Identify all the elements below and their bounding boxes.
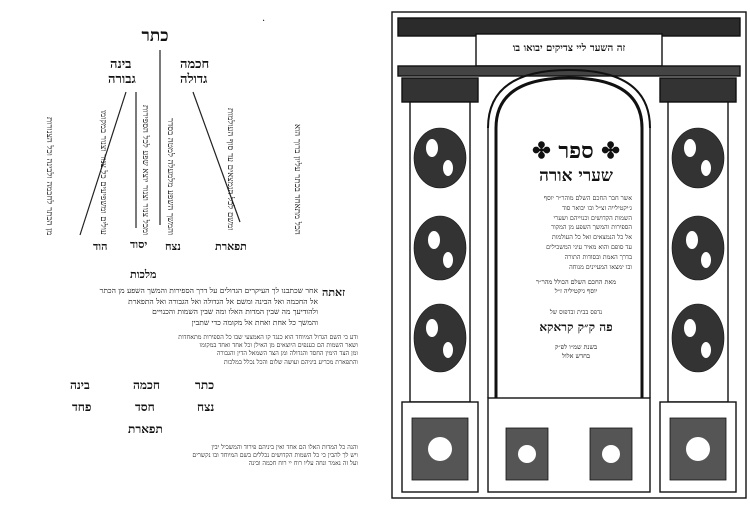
vertical-text-1: מן הכתר לחכמה ולבינה וכל הצנורות bbox=[44, 116, 54, 235]
printed-sub: פה bbox=[599, 320, 613, 335]
printed-line: נדפס בבית ובדפוס של bbox=[549, 309, 603, 317]
grid-label: חסד bbox=[135, 400, 155, 414]
flower-ornament-icon: ✤ bbox=[601, 138, 620, 164]
author-block bbox=[516, 278, 636, 296]
sefirah-yesod: יסוד bbox=[130, 238, 148, 251]
paragraph-line: ולהודיעך מה שבין המדות האלו ומה שבין השמות והכנויים bbox=[152, 307, 318, 316]
sefirah-gevurah: גבורה bbox=[108, 72, 136, 87]
grid-label: פחד bbox=[72, 400, 92, 414]
vertical-text-5: ומשם לכל הנמצאים עד סוף העולמות bbox=[225, 107, 235, 230]
paragraph-line: והמשך כל אחת ואחת אל מקומה כדי שתבין bbox=[191, 317, 318, 327]
description-line: ובו ימצאו המעיינים מנוחה bbox=[569, 263, 632, 271]
grid-label: בינה bbox=[70, 378, 90, 392]
footer-text-block bbox=[8, 444, 358, 469]
paragraph-lead: זאתה bbox=[322, 286, 346, 299]
grid-label: נצח bbox=[197, 400, 215, 414]
sefirah-binah: בינה bbox=[110, 57, 132, 72]
footer-line: ויש לך להבין כי כל השמות הקדושים נכללים בשם המיוחד ובו נקשרים bbox=[192, 452, 358, 460]
footer-line: ועל זה נאמר ונחה עליו רוח יי רוח חכמה ובינה bbox=[248, 460, 358, 468]
description-line: ג׳יקטילייה זצ״ל ובו יבואר סוד bbox=[562, 204, 632, 212]
paragraph-line: אחר שכתבנו לך העיקרים הגדולים על דרך הספירות והמשך השפע מן הכתר bbox=[99, 286, 318, 295]
description-line: בדרך האמת ובסודות התורה bbox=[564, 253, 632, 261]
printing-block bbox=[516, 308, 636, 317]
description-line: אל כל הנמצאים ואל כל העולמות bbox=[551, 234, 632, 242]
grid-label: תפארת bbox=[128, 422, 163, 436]
book-title: שערי אורה bbox=[539, 166, 613, 186]
sefirah-hod: הוד bbox=[93, 240, 108, 253]
vertical-text-3: ומכל צנור וצנור יוצא שפע לכל הספירות bbox=[140, 104, 150, 235]
book-label bbox=[516, 138, 636, 164]
vertical-text-4: והמשך השפע מלמעלה למטה בסדר bbox=[165, 117, 175, 235]
small-line: ודע כי השם הגדול המיוחד הוא כנגד קו האמצעי שבו כל הספירות מתאחדות bbox=[178, 334, 358, 341]
year-line: בשנת שמ״ו לפ״ק bbox=[554, 343, 598, 352]
grid-label: חכמה bbox=[133, 378, 160, 392]
small-line: ומן הצד הימין החסד והגדולה ומן הצד השמאל הדין והגבורה bbox=[216, 350, 358, 358]
sefirah-gedulah: גדולה bbox=[180, 72, 208, 87]
small-line: ושאר השמות הם כענפים היוצאים מן האילן וכל אחד ואחד במקומו bbox=[199, 342, 358, 350]
sefirah-chokhmah: חכמה bbox=[180, 57, 210, 72]
description-line: הספירות והמשך השפע מן המקור bbox=[551, 224, 632, 232]
top-banner: זה השער ליי צדיקים יבואו בו bbox=[512, 43, 626, 54]
year-sub: בחדש אלול bbox=[562, 352, 590, 361]
small-text-block bbox=[8, 334, 358, 367]
sefirah-malkhut: מלכות bbox=[130, 268, 157, 281]
flower-ornament-icon: ✤ bbox=[532, 138, 551, 164]
city-line bbox=[516, 320, 636, 335]
city-name: ק״ק קראקא bbox=[539, 320, 596, 335]
small-line: והתפארת מכריע ביניהם ועושה שלום והכל נכלל במלכות bbox=[223, 358, 358, 366]
diagram-title: כתר bbox=[141, 26, 169, 46]
sefirah-tiferet-lower: תפארת bbox=[215, 240, 247, 253]
book-label-text: ספר bbox=[558, 138, 594, 164]
description-block bbox=[516, 194, 636, 272]
title-panel bbox=[516, 130, 636, 385]
grid-label: כתר bbox=[195, 378, 215, 392]
description-line: עד סופם והוא מאיר עיני המשכילים bbox=[546, 243, 632, 251]
description-line: אשר חבר החכם השלם מוהר״ר יוסף bbox=[543, 195, 632, 202]
paragraph-block bbox=[8, 286, 318, 328]
year-block bbox=[516, 343, 636, 361]
sefirah-netzach: נצח bbox=[165, 240, 181, 253]
vertical-text-6: הכל מתאחד בכתר עליון ברוך הוא bbox=[292, 124, 302, 235]
description-line: השמות הקדושים וכנוייהם ושערי bbox=[553, 214, 632, 222]
author-line: מאת החכם השלם הכולל מהר״ר bbox=[536, 278, 616, 287]
sefirot-diagram-lines bbox=[0, 0, 372, 300]
footer-line: והנה כל המדות האלו הם אחד ואין ביניהם פירוד והמשכיל יבין bbox=[211, 444, 358, 451]
mark-dot: . bbox=[262, 13, 266, 24]
right-page bbox=[388, 0, 750, 511]
paragraph-line: אל החכמה ואל הבינה ומשם אל הגדולה ואל הגבורה ואל התפארת bbox=[128, 296, 318, 306]
author-name: יוסף גיקטיליה ז״ל bbox=[554, 287, 598, 296]
vertical-text-2: עולים ומשפיעים כל צנור וצנור במקומו bbox=[98, 110, 108, 235]
left-page bbox=[0, 0, 372, 511]
